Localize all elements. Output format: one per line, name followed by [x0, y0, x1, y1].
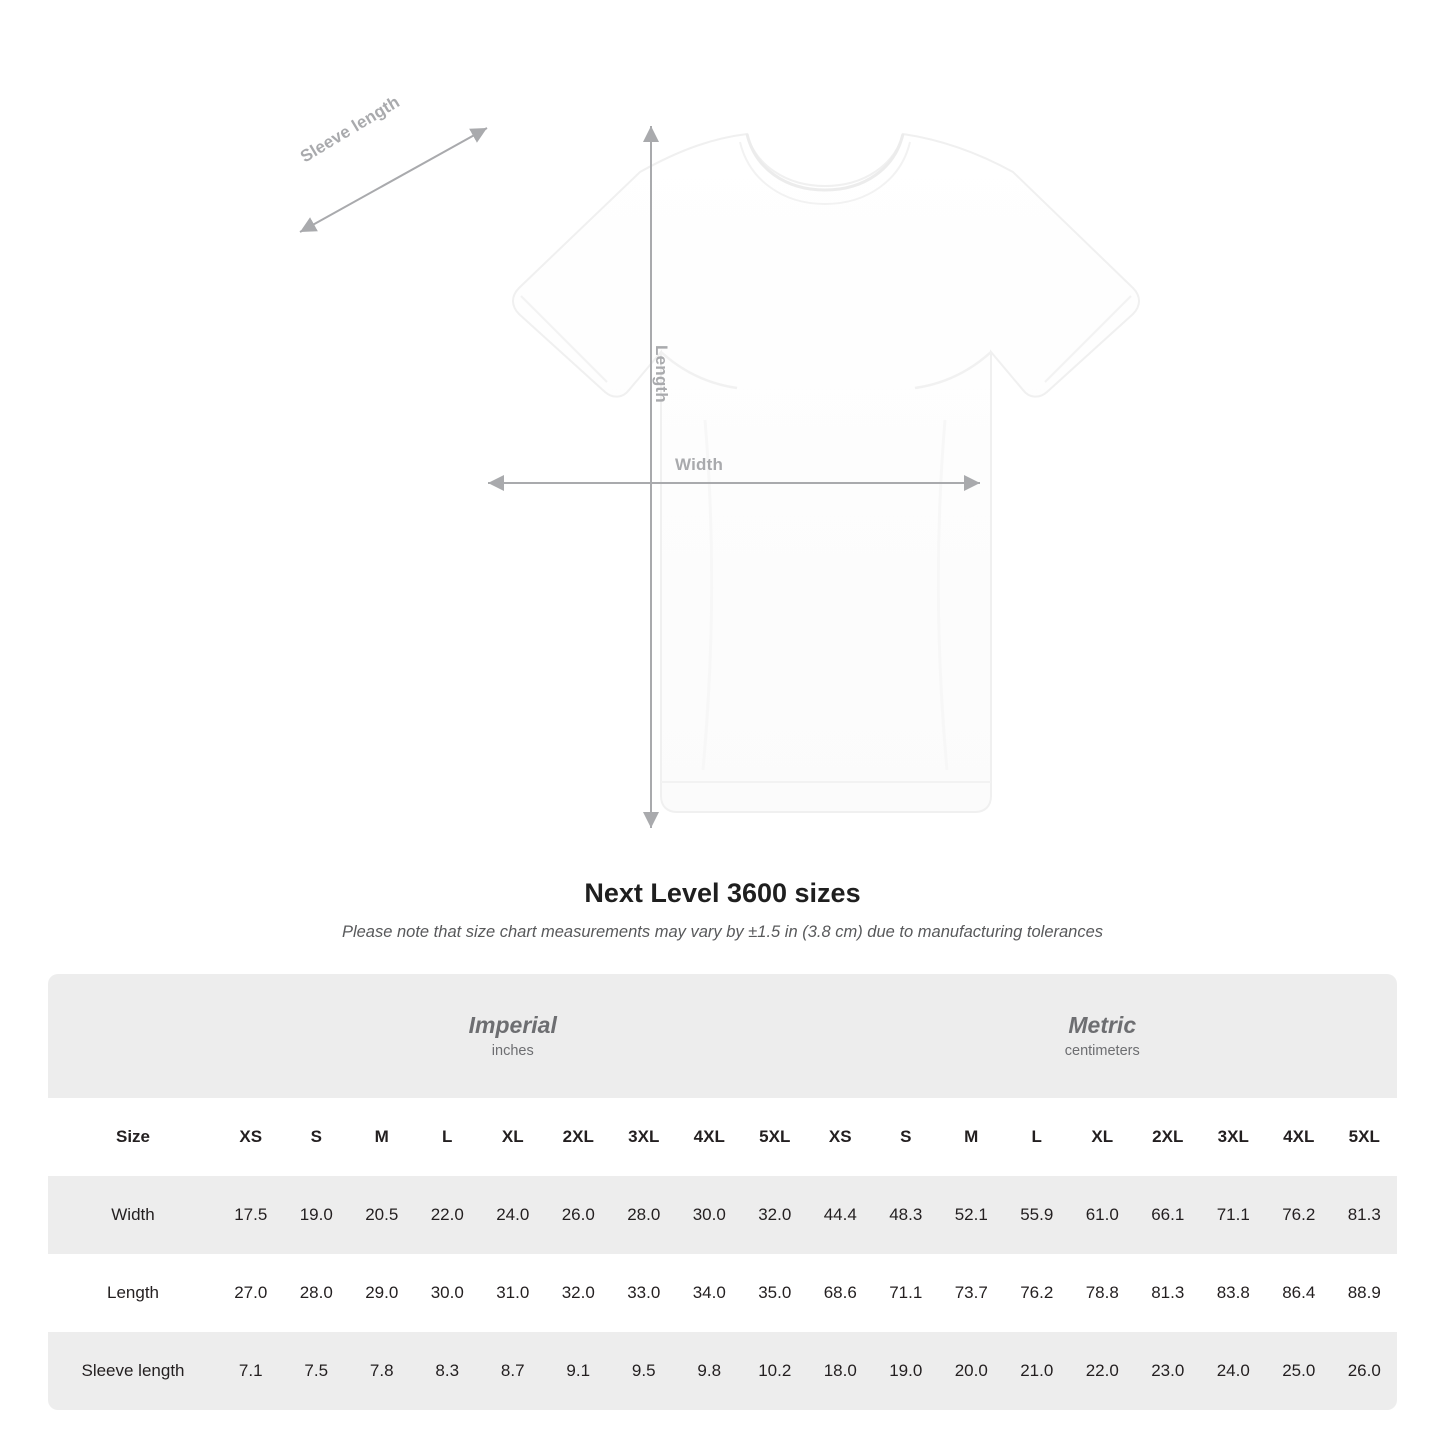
cell-sleeve-14: 23.0 — [1135, 1332, 1201, 1410]
cell-length-12: 76.2 — [1004, 1254, 1070, 1332]
size-col-3xl-imperial: 3XL — [611, 1098, 677, 1176]
unit-imperial-sub: inches — [491, 1043, 534, 1060]
cell-sleeve-4: 8.7 — [480, 1332, 546, 1410]
cell-length-13: 78.8 — [1070, 1254, 1136, 1332]
cell-length-6: 33.0 — [611, 1254, 677, 1332]
cell-width-17: 81.3 — [1332, 1176, 1398, 1254]
table-row-width — [48, 1176, 1397, 1254]
size-col-l-metric: L — [1004, 1098, 1070, 1176]
cell-sleeve-10: 19.0 — [873, 1332, 939, 1410]
cell-sleeve-15: 24.0 — [1201, 1332, 1267, 1410]
cell-sleeve-1: 7.5 — [284, 1332, 350, 1410]
cell-width-3: 22.0 — [415, 1176, 481, 1254]
cell-width-12: 55.9 — [1004, 1176, 1070, 1254]
size-col-2xl-metric: 2XL — [1135, 1098, 1201, 1176]
cell-sleeve-3: 8.3 — [415, 1332, 481, 1410]
title-block — [0, 878, 1445, 942]
cell-length-11: 73.7 — [939, 1254, 1005, 1332]
cell-length-4: 31.0 — [480, 1254, 546, 1332]
label-sleeve-length: Sleeve length — [297, 92, 403, 167]
cell-width-9: 44.4 — [808, 1176, 874, 1254]
size-col-m-imperial: M — [349, 1098, 415, 1176]
cell-width-14: 66.1 — [1135, 1176, 1201, 1254]
size-table — [48, 974, 1397, 1410]
size-col-xl-metric: XL — [1070, 1098, 1136, 1176]
size-col-s-metric: S — [873, 1098, 939, 1176]
cell-length-1: 28.0 — [284, 1254, 350, 1332]
cell-width-10: 48.3 — [873, 1176, 939, 1254]
cell-length-2: 29.0 — [349, 1254, 415, 1332]
cell-length-9: 68.6 — [808, 1254, 874, 1332]
row-label-sleeve-length: Sleeve length — [48, 1332, 218, 1410]
cell-sleeve-0: 7.1 — [218, 1332, 284, 1410]
cell-width-6: 28.0 — [611, 1176, 677, 1254]
table-row-sleeve-length — [48, 1332, 1397, 1410]
unit-metric-name: Metric — [1068, 1011, 1137, 1038]
row-label-width: Width — [48, 1176, 218, 1254]
cell-width-5: 26.0 — [546, 1176, 612, 1254]
unit-metric — [808, 974, 1398, 1098]
cell-sleeve-9: 18.0 — [808, 1332, 874, 1410]
size-col-4xl-imperial: 4XL — [677, 1098, 743, 1176]
cell-width-0: 17.5 — [218, 1176, 284, 1254]
cell-width-4: 24.0 — [480, 1176, 546, 1254]
size-label: Size — [48, 1098, 218, 1176]
cell-length-5: 32.0 — [546, 1254, 612, 1332]
page-title: Next Level 3600 sizes — [584, 878, 861, 908]
size-col-3xl-metric: 3XL — [1201, 1098, 1267, 1176]
cell-length-0: 27.0 — [218, 1254, 284, 1332]
cell-length-17: 88.9 — [1332, 1254, 1398, 1332]
cell-length-3: 30.0 — [415, 1254, 481, 1332]
cell-sleeve-8: 10.2 — [742, 1332, 808, 1410]
label-width: Width — [675, 455, 724, 474]
unit-header-row — [48, 974, 1397, 1098]
cell-width-11: 52.1 — [939, 1176, 1005, 1254]
cell-sleeve-6: 9.5 — [611, 1332, 677, 1410]
cell-sleeve-5: 9.1 — [546, 1332, 612, 1410]
size-col-5xl-imperial: 5XL — [742, 1098, 808, 1176]
size-col-2xl-imperial: 2XL — [546, 1098, 612, 1176]
cell-length-14: 81.3 — [1135, 1254, 1201, 1332]
row-label-length: Length — [48, 1254, 218, 1332]
size-table-wrap — [48, 974, 1397, 1410]
cell-width-2: 20.5 — [349, 1176, 415, 1254]
cell-width-1: 19.0 — [284, 1176, 350, 1254]
cell-width-13: 61.0 — [1070, 1176, 1136, 1254]
cell-sleeve-2: 7.8 — [349, 1332, 415, 1410]
cell-sleeve-11: 20.0 — [939, 1332, 1005, 1410]
size-col-5xl-metric: 5XL — [1332, 1098, 1398, 1176]
cell-width-7: 30.0 — [677, 1176, 743, 1254]
size-col-xs-metric: XS — [808, 1098, 874, 1176]
table-row-length — [48, 1254, 1397, 1332]
cell-width-8: 32.0 — [742, 1176, 808, 1254]
size-col-s-imperial: S — [284, 1098, 350, 1176]
cell-sleeve-13: 22.0 — [1070, 1332, 1136, 1410]
page-subtitle: Please note that size chart measurements may vary by ±1.5 in (3.8 cm) due to manufacturing tolerances — [341, 923, 1104, 941]
unit-imperial-name: Imperial — [468, 1011, 557, 1038]
size-col-xs-imperial: XS — [218, 1098, 284, 1176]
cell-length-15: 83.8 — [1201, 1254, 1267, 1332]
cell-width-16: 76.2 — [1266, 1176, 1332, 1254]
cell-sleeve-12: 21.0 — [1004, 1332, 1070, 1410]
cell-length-7: 34.0 — [677, 1254, 743, 1332]
label-length: Length — [652, 345, 671, 403]
cell-length-8: 35.0 — [742, 1254, 808, 1332]
cell-sleeve-16: 25.0 — [1266, 1332, 1332, 1410]
unit-imperial — [218, 974, 808, 1098]
unit-metric-sub: centimeters — [1064, 1043, 1140, 1060]
unit-spacer — [48, 974, 218, 1098]
size-header-row — [48, 1098, 1397, 1176]
cell-length-16: 86.4 — [1266, 1254, 1332, 1332]
cell-width-15: 71.1 — [1201, 1176, 1267, 1254]
cell-length-10: 71.1 — [873, 1254, 939, 1332]
size-col-xl-imperial: XL — [480, 1098, 546, 1176]
cell-sleeve-17: 26.0 — [1332, 1332, 1398, 1410]
size-col-m-metric: M — [939, 1098, 1005, 1176]
size-col-4xl-metric: 4XL — [1266, 1098, 1332, 1176]
size-col-l-imperial: L — [415, 1098, 481, 1176]
cell-sleeve-7: 9.8 — [677, 1332, 743, 1410]
